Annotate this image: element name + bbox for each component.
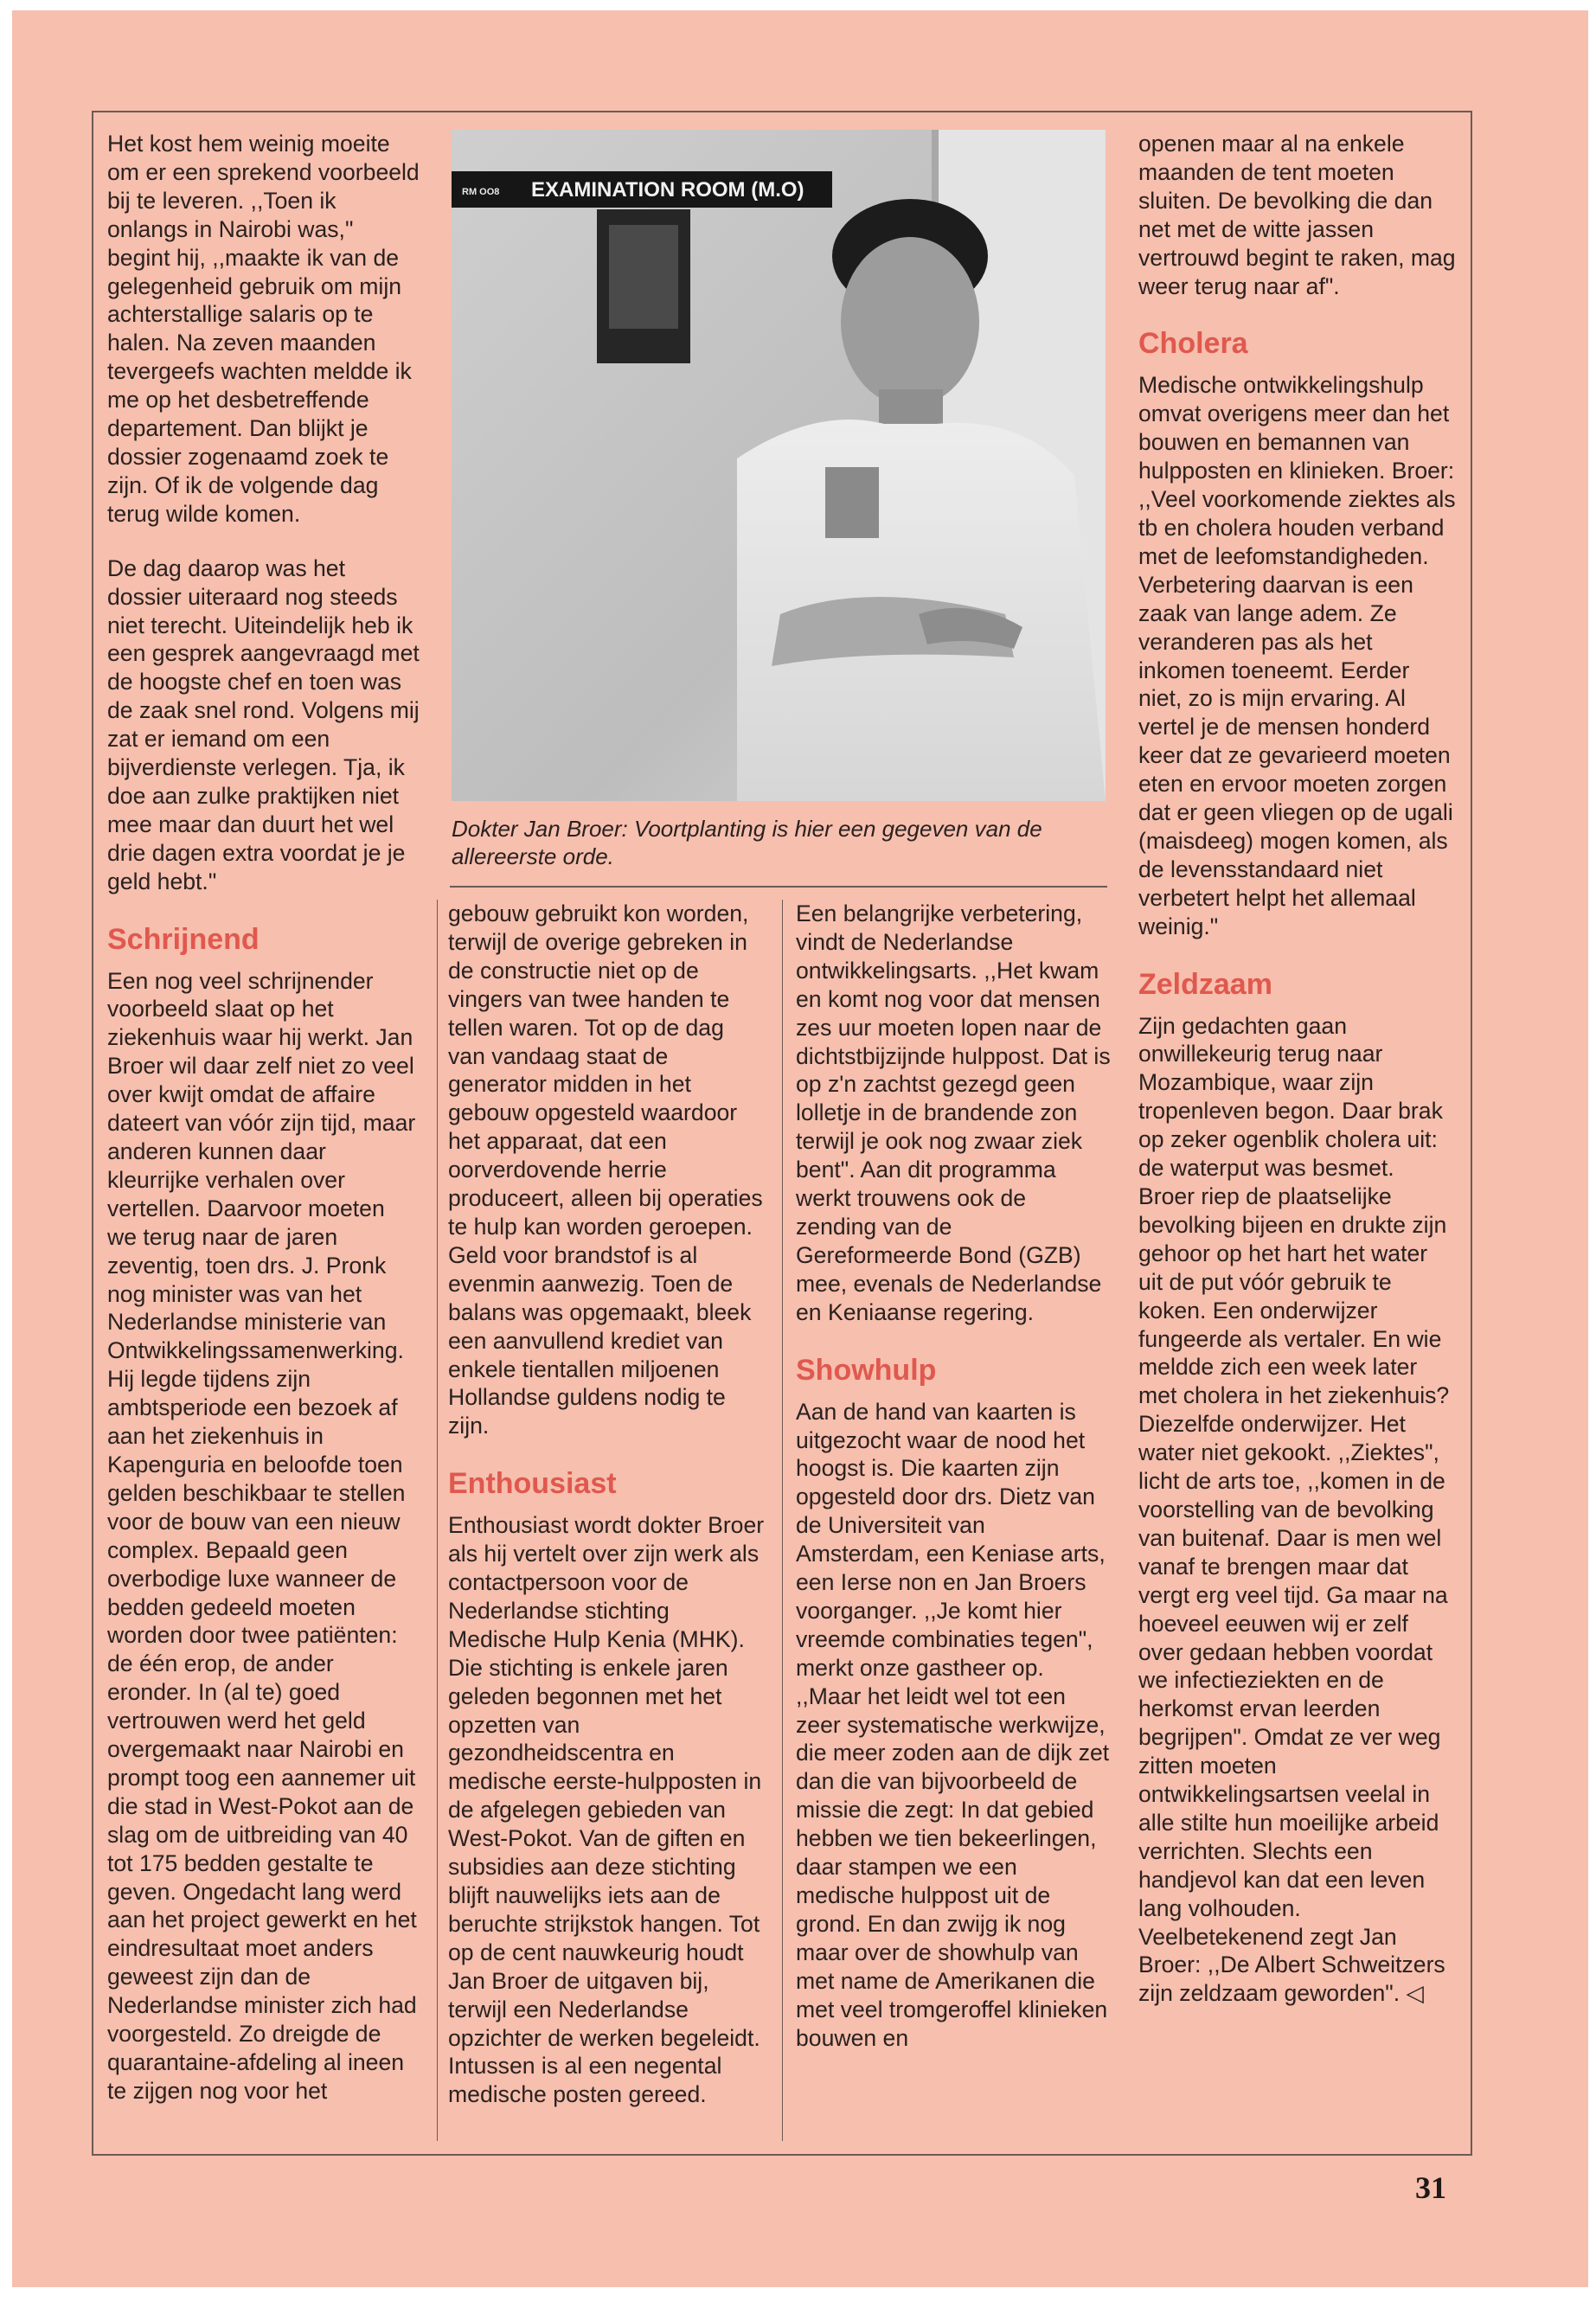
paragraph: Zijn gedachten gaan onwillekeurig terug naar Mozambique, waar zijn tropenleven begon. Daar brak op zeker ogenblik cholera uit: de waterput was besmet. Broer riep de plaatselijke bevolking bijeen en drukte zijn gehoor op het hart het water uit de put vóór gebruik te koken. Een onderwijzer fungeerde als vertaler. En wie meldde zich een week later met cholera in het ziekenhuis? Diezelfde onderwijzer. Het water niet gekookt. ,,Ziektes", licht de arts toe, ,,komen in de voorstelling van de bevolking van buitenaf. Daar is men wel vanaf te brengen maar dat vergt erg veel tijd. Ga maar na hoeveel eeuwen wij er zelf over gedaan hebben voordat we infectieziekten en de herkomst ervan leerden begrijpen". Omdat ze ver weg zitten moeten ontwikkelingsartsen veelal in alle stilte hun moeilijke arbeid verrichten. Slechts een handjevol kan dat een leven lang volhouden. Veelbetekenend zegt Jan Broer: ,,De Albert Schweitzers zijn zeldzaam geworden". ◁: [1138, 1012, 1450, 2007]
section-heading-schrijnend: Schrijnend: [107, 922, 260, 956]
paragraph: Het kost hem weinig moeite om er een sprekend voorbeeld bij te leveren. ,,Toen ik onlangs in Nairobi was," begint hij, ,,maakte ik van de gelegenheid gebruik om mijn achterstallige salaris op te halen. Na zeven maanden tevergeefs wachten meldde ik me op het desbetreffende departement. Dan blijkt je dossier zogenaamd zoek te zijn. Of ik de volgende dag terug wilde komen.: [107, 131, 420, 527]
page-number: 31: [1415, 2170, 1446, 2205]
photo-image: [452, 130, 1106, 801]
paragraph: Een nog veel schrijnender voorbeeld slaat op het ziekenhuis waar hij werkt. Jan Broer wil daar zelf niet zo veel over kwijt omdat de affaire dateert van vóór zijn tijd, maar anderen kunnen daar kleurrijke verhalen over vertellen. Daarvoor moeten we terug naar de jaren zeventig, toen drs. J. Pronk nog minister was van het Nederlandse ministerie van Ontwikkelingssamenwerking. Hij legde tijdens zijn ambtsperiode een bezoek af aan het ziekenhuis in Kapenguria en beloofde toen gelden beschikbaar te stellen voor de bouw van een nieuw complex. Bepaald geen overbodige luxe wanneer de bedden gedeeld moeten worden door twee patiënten: de één erop, de ander eronder. In (al te) goed vertrouwen werd het geld overgemaakt naar Nairobi en prompt toog een aannemer uit die stad in West-Pokot aan de slag om de uitbreiding van 40 tot 175 bedden gestalte te geven. Ongedacht lang werd aan het project gewerkt en het eindresultaat moet anders geweest zijn dan de Nederlandse minister zich had voorgesteld. Zo dreigde de quarantaine-afdeling al ineen te zijgen nog voor het: [107, 967, 417, 2104]
photo-caption: Dokter Jan Broer: Voortplanting is hier een gegeven van de allereerste orde.: [452, 816, 1042, 869]
paragraph: Aan de hand van kaarten is uitgezocht waar de nood het hoogst is. Die kaarten zijn opgesteld door drs. Dietz van de Universiteit van Amsterdam, een Keniase arts, een Ierse non en Jan Broers voorganger. ,,Je komt hier vreemde combinaties tegen", merkt onze gastheer op. ,,Maar het leidt wel tot een zeer systematische werkwijze, die meer zoden aan de dijk zet dan die van bijvoorbeeld de missie die zegt: In dat gebied hebben we tien bekeerlingen, daar stampen we een medische hulppost uit de grond. En dan zwijg ik nog maar over de showhulp van met name de Amerikanen die met veel tromgeroffel klinieken bouwen en: [796, 1398, 1110, 2051]
column-1: [107, 130, 420, 2131]
section-heading-cholera: Cholera: [1138, 327, 1248, 361]
sign-text: EXAMINATION ROOM (M.O): [531, 178, 804, 202]
badge: [825, 467, 879, 538]
section-heading-enthousiast: Enthousiast: [448, 1467, 617, 1501]
paragraph: openen maar al na enkele maanden de tent moeten sluiten. De bevolking die dan net met de witte jassen vertrouwd begint te raken, mag weer terug naar af".: [1138, 131, 1456, 299]
sign-prefix: RM OO8: [462, 187, 500, 197]
paragraph: Een belangrijke verbetering, vindt de Nederlandse ontwikkelingsarts. ,,Het kwam en komt nog voor dat mensen zes uur moeten lopen naar de dichtstbijzijnde hulppost. Dat is op z'n zachtst gezegd geen lolletje in de brandende zon terwijl je ook nog zwaar ziek bent". Aan dit programma werkt trouwens ook de zending van de Gereformeerde Bond (GZB) mee, evenals de Nederlandse en Keniaanse regering.: [796, 901, 1111, 1325]
column-2: [448, 900, 765, 2135]
paragraph: De dag daarop was het dossier uiteraard nog steeds niet terecht. Uiteindelijk heb ik een gesprek aangevraagd met de hoogste chef en toen was de zaak snel rond. Volgens mij zat er iemand om een bijverdienste verlegen. Tja, ik doe aan zulke praktijken niet mee maar dan duurt het wel drie dagen extra voordat je je geld hebt.": [107, 554, 420, 894]
portrait-photo: [452, 130, 1106, 801]
section-heading-zeldzaam: Zeldzaam: [1138, 967, 1272, 1001]
face: [841, 237, 979, 407]
paragraph: Enthousiast wordt dokter Broer als hij vertelt over zijn werk als contactpersoon voor de Nederlandse stichting Medische Hulp Kenia (MHK). Die stichting is enkele jaren geleden begonnen met het opzetten van gezondheidscentra en medische eerste-hulpposten in de afgelegen gebieden van West-Pokot. Van de giften en subsidies aan deze stichting blijft nauwelijks iets aan de beruchte strijkstok hangen. Tot op de cent nauwkeurig houdt Jan Broer de uitgaven bij, terwijl een Nederlandse opzichter de werken begeleidt. Intussen is al een negental medische posten gereed.: [448, 1512, 765, 2108]
paragraph: Medische ontwikkelingshulp omvat overigens meer dan het bouwen en bemannen van hulpposten en klinieken. Broer: ,,Veel voorkomende ziektes als tb en cholera houden verband met de leefomstandigheden. Verbetering daarvan is een zaak van lange adem. Ze veranderen pas als het inkomen toeneemt. Eerder niet, zo is mijn ervaring. Al vertel je de mensen honderd keer dat ze gevarieerd moeten eten en ervoor moeten zorgen dat er geen vliegen op de ugali (maisdeeg) mogen komen, als de levensstandaard niet verbetert helpt het allemaal weinig.": [1138, 372, 1456, 939]
caption-rule: [450, 886, 1107, 888]
column-4: [1138, 130, 1457, 2034]
paragraph: gebouw gebruikt kon worden, terwijl de overige gebreken in de constructie niet op de vingers van twee handen te tellen waren. Tot op de dag van vandaag staat de generator midden in het gebouw opgesteld waardoor het apparaat, dat een oorverdovende herrie produceert, alleen bij operaties te hulp kan worden geroepen. Geld voor brandstof is al evenmin aanwezig. Toen de balans was opgemaakt, bleek een aanvullend krediet van enkele tientallen miljoenen Hollandse guldens nodig te zijn.: [448, 901, 763, 1439]
column-divider: [437, 900, 438, 2141]
section-heading-showhulp: Showhulp: [796, 1353, 937, 1387]
column-3: [796, 900, 1112, 2078]
column-divider: [782, 900, 783, 2141]
